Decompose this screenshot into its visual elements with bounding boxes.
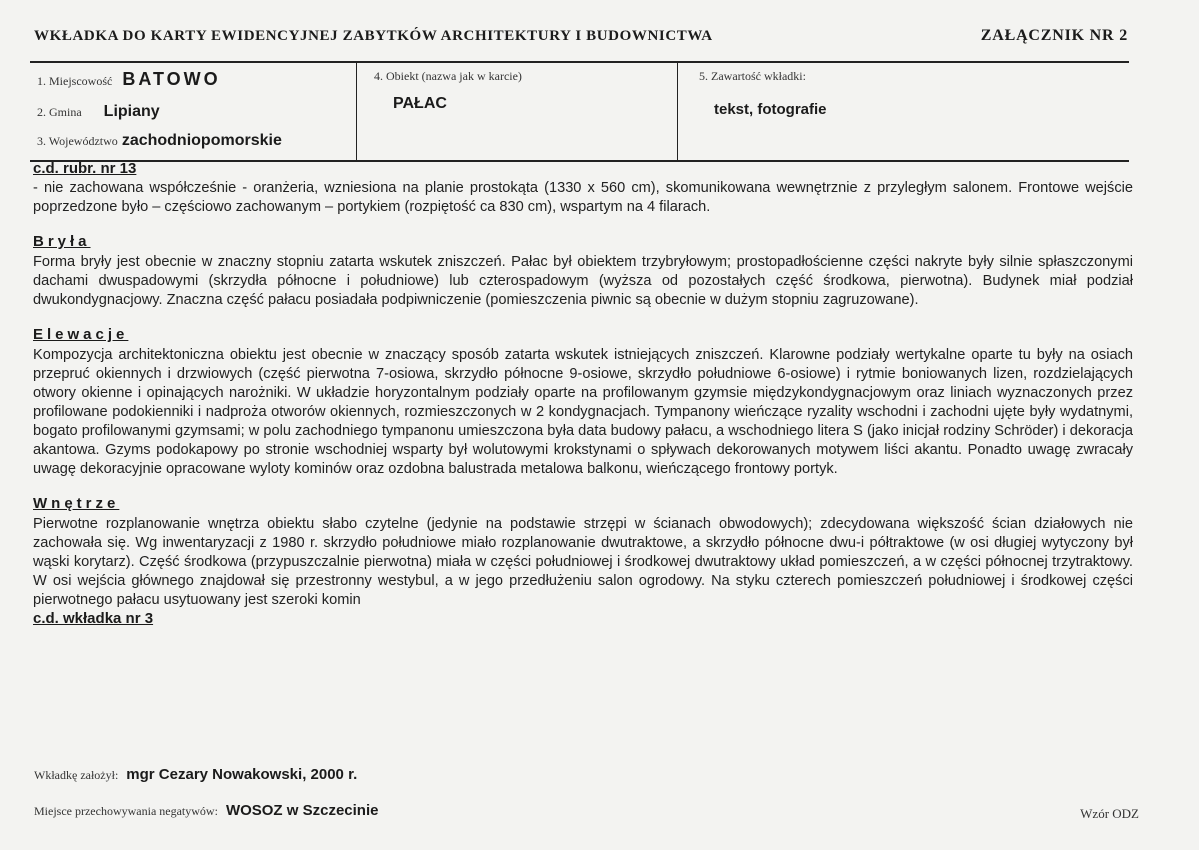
description-content <box>33 160 1133 627</box>
section-heading-bryla: Bryła <box>33 233 91 250</box>
section-text-elewacje: Kompozycja architektoniczna obiektu jest obecnie w znaczący sposób zatarta wskutek istniejących zniszczeń. Klarowne podziały wertykalne oparte tu były na osiach przepruć okiennych i drzwiowych (część pierwotna 7-osiowa, skrzydło północne 9-osiowe, skrzydło południowe 6-osiowe) i rytmie boniowanych lizen, rozdzielających otwory okienne i opinających narożniki. W układzie horyzontalnym podziały oparte na profilowanym gzymsie międzykondygnacjowym oraz liniach wyznaczonych przez profilowane podokienniki i nadproża otworów okiennych, rozmieszczonych w 2 kondygnacjach. Tympanony wieńczące ryzality wschodni i zachodni ujęte były wydatnymi, bogato profilowanymi gzymsami; w polu zachodniego tympanonu umieszczona była data budowy pałacu, a wschodniego litera S (jako inicjał rodziny Schröder) i dekoracja akantowa. Gzyms podokapowy po stronie wschodniej wsparty był wolutowymi krokstynami o spływach dekorowanych motywem liści akantu. Ponadto uwagę zwracały uwagę dekoracyjnie opracowane wyloty kominów oraz ozdobna balustrada metalowa balkonu, wieńczącego frontowy portyk. <box>33 347 1133 477</box>
storage-label: Miejsce przechowywania negatywów: <box>34 804 218 818</box>
contents-value: tekst, fotografie <box>714 101 827 118</box>
voivodeship-row <box>37 132 282 150</box>
author-label: Wkładkę założył: <box>34 768 119 782</box>
continuation-label: c.d. rubr. nr 13 <box>33 160 137 177</box>
object-value: PAŁAC <box>393 95 447 112</box>
locality-label: 1. Miejscowość <box>37 74 113 88</box>
contents-label: 5. Zawartość wkładki: <box>699 69 806 83</box>
metadata-box <box>30 61 1129 162</box>
contents-column <box>678 63 1129 160</box>
storage-row <box>34 802 378 820</box>
form-template-label: Wzór ODZ <box>1080 806 1139 821</box>
storage-value: WOSOZ w Szczecinie <box>225 802 379 819</box>
locality-value: BATOWO <box>122 69 221 89</box>
section-text-wnetrze: Pierwotne rozplanowanie wnętrza obiektu słabo czytelne (jedynie na podstawie strzępi w ścianach obwodowych); zdecydowana większość ścian działowych nie zachowała się. Wg inwentaryzacji z 1980 r. skrzydło południowe miało rozplanowanie dwutraktowe, a skrzydło północne dwu-i półtraktowe (w osi długiej wytyczony był wąski korytarz). Część środkowa (przypuszczalnie pierwotna) miała w części południowej i środkowej dwutraktowy układ pomieszczeń, a w części północnej trzytraktowy. W osi wejścia głównego znajdował się przestronny westybul, a w jego przedłużeniu salon ogrodowy. Na styku czterech pomieszczeń południowej i środkowej części pierwotnego pałacu usytuowany jest szeroki komin <box>33 516 1133 608</box>
location-column <box>30 63 354 160</box>
continued-on-label: c.d. wkładka nr 3 <box>33 610 154 627</box>
locality-row <box>37 69 221 90</box>
commune-value: Lipiany <box>103 103 160 120</box>
intro-paragraph: - nie zachowana współcześnie - oranżeria, wzniesiona na planie prostokąta (1330 x 560 cm), skomunikowana wewnętrznie z przyległym salonem. Frontowe wejście poprzedzone było – częściowo zachowanym – portykiem (rozpiętość ca 830 cm), wspartym na 4 filarach. <box>33 180 1133 215</box>
commune-row <box>37 103 160 121</box>
section-heading-wnetrze: Wnętrze <box>33 495 120 512</box>
author-row <box>34 766 357 784</box>
section-heading-elewacje: Elewacje <box>33 326 129 343</box>
header-title: WKŁADKA DO KARTY EWIDENCYJNEJ ZABYTKÓW ARCHITEKTURY I BUDOWNICTWA <box>34 28 713 44</box>
object-label: 4. Obiekt (nazwa jak w karcie) <box>374 69 522 83</box>
annex-number: ZAŁĄCZNIK NR 2 <box>980 27 1128 44</box>
section-text-bryla: Forma bryły jest obecnie w znaczny stopniu zatarta wskutek zniszczeń. Pałac był obiektem trzybryłowym; prostopadłościenne części nakryte były silnie spłaszczonymi dachami dwuspadowymi (skrzydła północne i południowe) lub czterospadowym (wyższa od pozostałych część środkowa, pierwotna). Budynek miał podział dwukondygnacjowy. Znaczna część pałacu posiadała podpiwniczenie (pomieszczenia piwnic są obecnie w dużym stopniu zagruzowane). <box>33 254 1133 308</box>
commune-label: 2. Gmina <box>37 105 82 119</box>
author-value: mgr Cezary Nowakowski, 2000 r. <box>126 766 358 783</box>
object-column <box>356 63 678 160</box>
voivodeship-label: 3. Województwo <box>37 134 118 148</box>
voivodeship-value: zachodniopomorskie <box>121 132 282 149</box>
